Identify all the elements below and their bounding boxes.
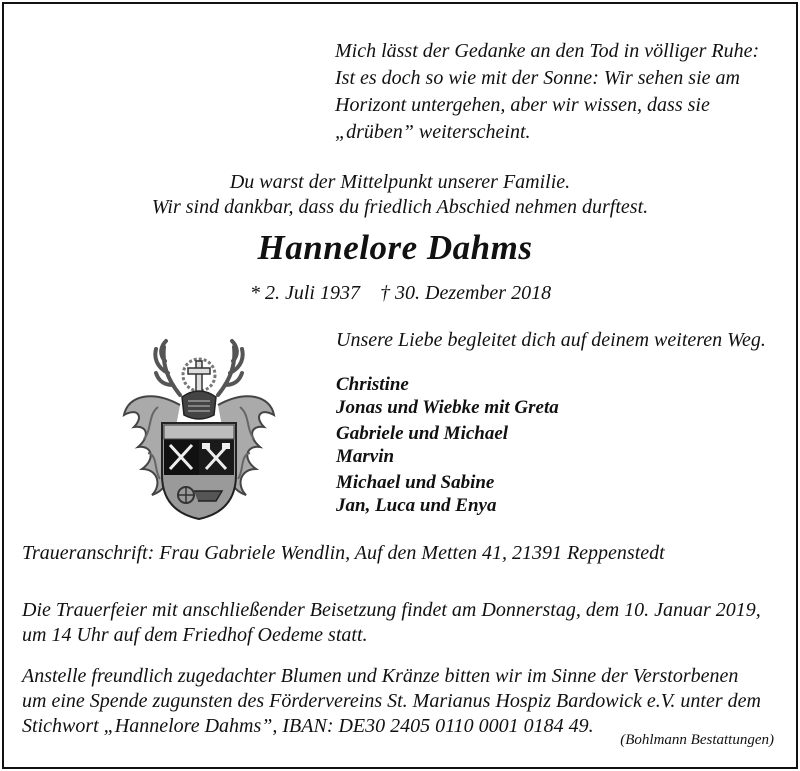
quote-line: „drüben” weiterscheint. [335,121,531,143]
mourner-group [336,471,559,517]
donation-line: Anstelle freundlich zugedachter Blumen und Kränze bitten wir im Sinne der Verstorbenen [22,665,739,687]
quote-line: Horizont untergehen, aber wir wissen, dass sie [335,94,710,116]
quote-block [335,38,785,146]
coat-of-arms-icon [118,335,280,521]
mourner-name: Michael und Sabine [336,472,495,493]
life-dates [250,282,551,305]
quote-line: Mich lässt der Gedanke an den Tod in völliger Ruhe: [335,40,760,62]
mourner-group [336,373,559,419]
mourner-name: Christine [336,374,409,395]
funeral-line: Die Trauerfeier mit anschließender Beisetzung findet am Donnerstag, dem 10. Januar 2019, [22,599,761,621]
farewell-line: Unsere Liebe begleitet dich auf deinem weiteren Weg. [336,329,766,351]
donation-notice [22,664,761,739]
intro-line: Du warst der Mittelpunkt unserer Familie. [229,171,571,193]
mourning-address: Traueranschrift: Frau Gabriele Wendlin, Auf den Metten 41, 21391 Reppenstedt [22,542,665,564]
mourner-name: Gabriele und Michael [336,423,509,444]
intro-text [0,170,800,220]
quote-line: Ist es doch so wie mit der Sonne: Wir sehen sie am [335,67,740,89]
mourner-name: Marvin [336,446,395,467]
donation-line: Stichwort „Hannelore Dahms”, IBAN: DE30 2405 0110 0001 0184 49. [22,715,594,737]
mourners-list [336,373,559,520]
undertaker-credit: (Bohlmann Bestattungen) [620,732,774,748]
mourner-name: Jan, Luca und Enya [336,495,497,516]
birth-date: * 2. Juli 1937 [250,282,360,304]
death-date: † 30. Dezember 2018 [380,282,552,304]
funeral-notice [22,598,761,648]
deceased-name: Hannelore Dahms [257,228,533,267]
donation-line: um eine Spende zugunsten des Fördervereins St. Marianus Hospiz Bardowick e.V. unter dem [22,690,761,712]
mourner-group [336,422,559,468]
mourner-name: Jonas und Wiebke mit Greta [336,397,559,418]
funeral-line: um 14 Uhr auf dem Friedhof Oedeme statt. [22,624,368,646]
intro-line: Wir sind dankbar, dass du friedlich Abschied nehmen durftest. [151,196,649,218]
